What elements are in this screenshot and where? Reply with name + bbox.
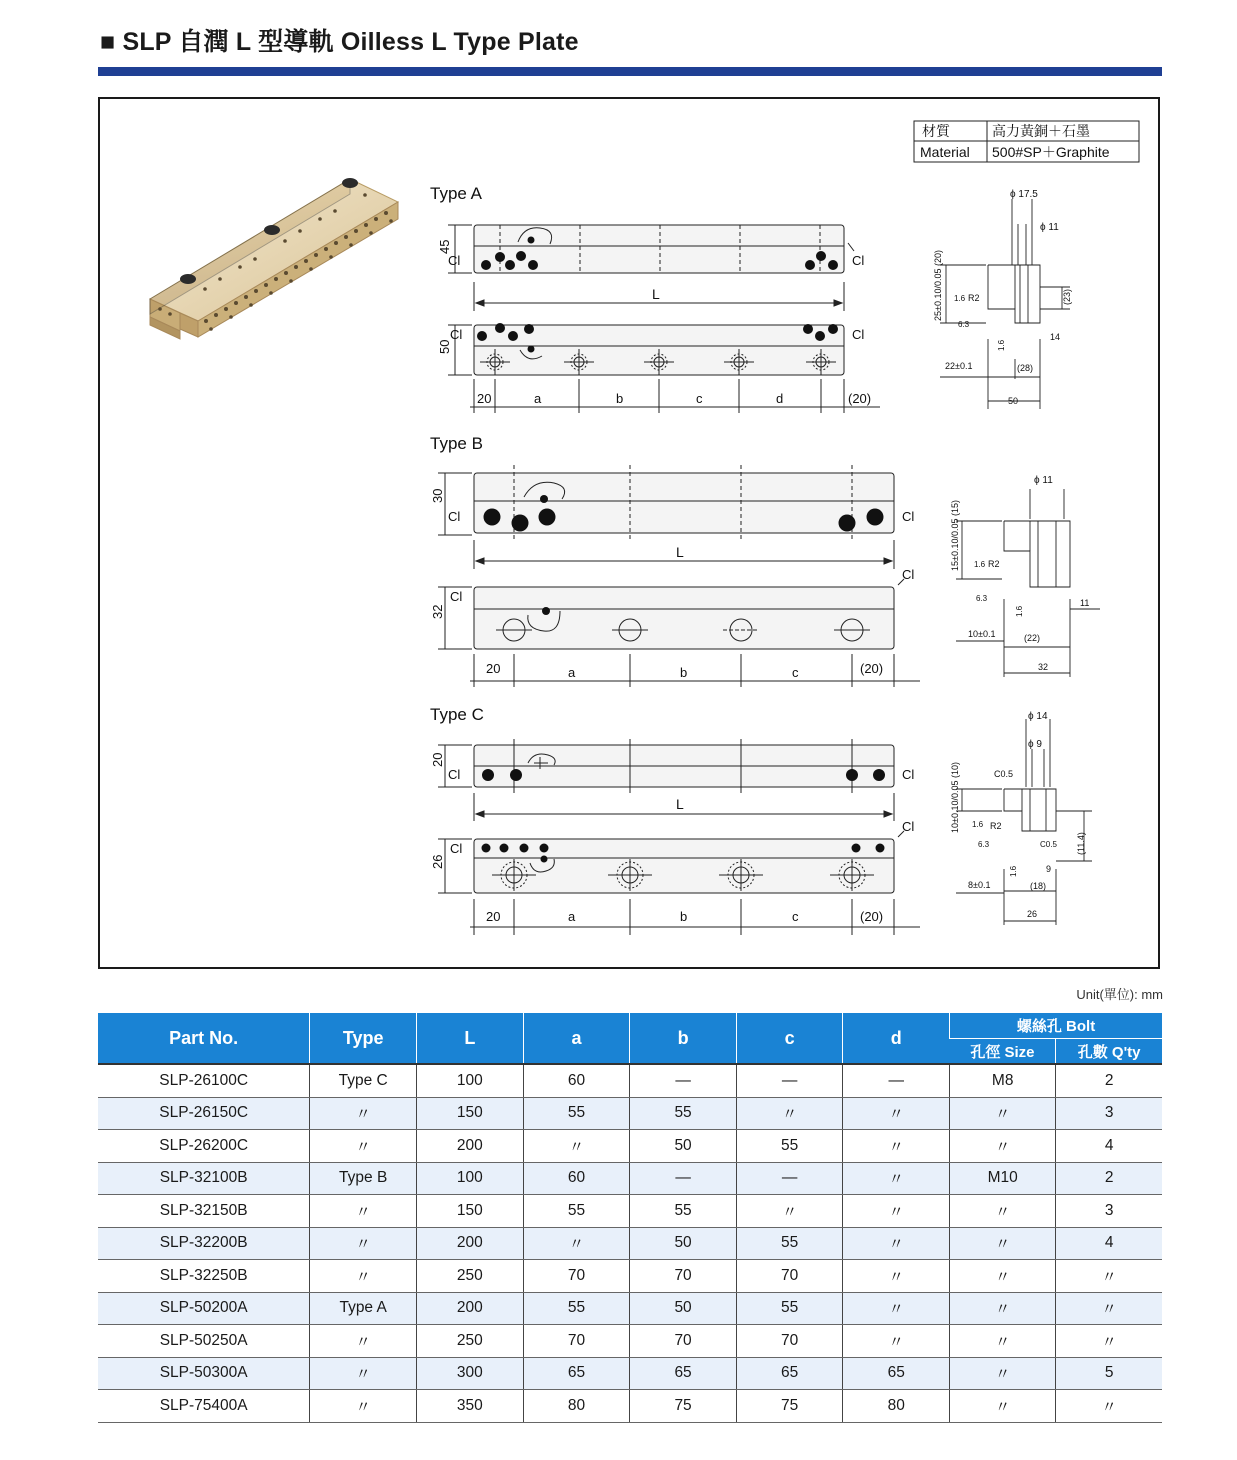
type-b-length: L (676, 544, 684, 560)
type-c-dim-3: c (792, 909, 799, 924)
col-a: a (523, 1013, 630, 1064)
type-c-sec-c05b: C0.5 (1040, 840, 1057, 849)
cell-bolt-qty: 〃 (1056, 1390, 1162, 1423)
type-a-sec-w23: (23) (1062, 288, 1072, 305)
type-a-sec-r63: 6.3 (958, 320, 970, 329)
type-a-cl-1: Cl (448, 253, 461, 268)
table-row (98, 1292, 1162, 1325)
type-a-dim-3: c (696, 391, 703, 406)
type-c-top-view (438, 831, 920, 935)
cell-b: 55 (630, 1097, 737, 1130)
cell-bolt-size: M10 (950, 1162, 1056, 1195)
cell-part-no: SLP-26200C (98, 1130, 310, 1163)
cell-part-no: SLP-50250A (98, 1325, 310, 1358)
type-a-top-height: 50 (437, 339, 452, 354)
cell-a: 〃 (523, 1227, 630, 1260)
table-row (98, 1097, 1162, 1130)
cell-c: 55 (736, 1292, 843, 1325)
type-a-top-view (448, 323, 880, 413)
cell-d: 〃 (843, 1227, 950, 1260)
type-b-top-view (438, 579, 920, 687)
type-a-cl-3: Cl (450, 327, 463, 342)
type-a-sec-w14: 14 (1050, 332, 1061, 342)
type-c-dim-4: (20) (860, 909, 884, 924)
cell-b: 65 (630, 1357, 737, 1390)
type-c-sec-r63: 6.3 (978, 840, 990, 849)
col-c: c (736, 1013, 843, 1064)
type-b-dim-1: a (568, 665, 576, 680)
type-a-label: Type A (430, 184, 482, 203)
type-b-side-view (438, 465, 894, 569)
type-b-label: Type B (430, 434, 483, 453)
cell-a: 70 (523, 1325, 630, 1358)
cell-c: — (736, 1064, 843, 1097)
type-b-sec-h: 15±0.10/0.05 (15) (950, 500, 960, 571)
type-c-cl-3: Cl (450, 841, 463, 856)
cell-a: 55 (523, 1097, 630, 1130)
cell-part-no: SLP-32150B (98, 1195, 310, 1228)
cell-bolt-qty: 4 (1056, 1130, 1162, 1163)
cell-l: 100 (417, 1162, 524, 1195)
cell-l: 200 (417, 1227, 524, 1260)
type-c-dim-0: 20 (486, 909, 501, 924)
cell-b: 50 (630, 1292, 737, 1325)
cell-b: — (630, 1162, 737, 1195)
type-c-label: Type C (430, 705, 484, 724)
type-a-sec-d1: ϕ 17.5 (1010, 189, 1038, 200)
cell-type: 〃 (310, 1325, 417, 1358)
cell-bolt-qty: 3 (1056, 1097, 1162, 1130)
cell-part-no: SLP-32100B (98, 1162, 310, 1195)
cell-c: 55 (736, 1130, 843, 1163)
cell-part-no: SLP-32200B (98, 1227, 310, 1260)
type-b-sec-w11: 11 (1080, 598, 1090, 608)
cell-bolt-qty: 〃 (1056, 1260, 1162, 1293)
col-bolt-size: 孔徑 Size (950, 1039, 1056, 1065)
type-c-dim-2: b (680, 909, 688, 924)
cell-c: 55 (736, 1227, 843, 1260)
table-row (98, 1357, 1162, 1390)
type-b-section-view (956, 489, 1100, 677)
product-photo (150, 178, 398, 339)
cell-a: 55 (523, 1195, 630, 1228)
type-a-side-height: 45 (437, 239, 452, 254)
type-b-sec-w10: 10±0.1 (968, 629, 996, 639)
cell-part-no: SLP-26100C (98, 1064, 310, 1097)
cell-type: Type B (310, 1162, 417, 1195)
type-a-dim-5: (20) (848, 391, 872, 406)
col-type: Type (310, 1013, 417, 1064)
cell-part-no: SLP-26150C (98, 1097, 310, 1130)
type-c-sec-h: 10±0.10/0.05 (10) (950, 762, 960, 833)
type-a-sec-w28: (28) (1017, 363, 1034, 373)
cell-bolt-size: 〃 (950, 1325, 1056, 1358)
cell-type: Type A (310, 1292, 417, 1325)
type-b-dim-2: b (680, 665, 688, 680)
type-a-sec-d2: ϕ 11 (1040, 222, 1059, 233)
type-b-sec-r63: 6.3 (976, 594, 988, 603)
cell-bolt-qty: 〃 (1056, 1325, 1162, 1358)
type-b-dim-0: 20 (486, 661, 501, 676)
cell-l: 200 (417, 1292, 524, 1325)
cell-bolt-size: 〃 (950, 1227, 1056, 1260)
type-b-sec-r2: R2 (988, 559, 1000, 569)
type-a-dim-1: a (534, 391, 542, 406)
cell-type: 〃 (310, 1227, 417, 1260)
type-a-sec-r2: R2 (968, 293, 980, 303)
cell-d: 〃 (843, 1325, 950, 1358)
cell-bolt-qty: 4 (1056, 1227, 1162, 1260)
type-c-sec-w8: 8±0.1 (968, 880, 991, 890)
col-part-no: Part No. (98, 1013, 310, 1064)
cell-part-no: SLP-50200A (98, 1292, 310, 1325)
cell-bolt-size: 〃 (950, 1260, 1056, 1293)
cell-type: 〃 (310, 1357, 417, 1390)
cell-l: 150 (417, 1097, 524, 1130)
cell-c: 75 (736, 1390, 843, 1423)
type-a-sec-r16: 1.6 (954, 294, 966, 303)
cell-a: 65 (523, 1357, 630, 1390)
table-row (98, 1260, 1162, 1293)
cell-d: 〃 (843, 1162, 950, 1195)
cell-d: 80 (843, 1390, 950, 1423)
cell-part-no: SLP-75400A (98, 1390, 310, 1423)
cell-d: 〃 (843, 1292, 950, 1325)
cell-bolt-size: 〃 (950, 1130, 1056, 1163)
material-label-en: Material (920, 144, 970, 160)
cell-bolt-size: M8 (950, 1064, 1056, 1097)
cell-a: 70 (523, 1260, 630, 1293)
type-c-cl-4: Cl (902, 819, 915, 834)
type-c-cl-1: Cl (448, 767, 461, 782)
type-b-sec-v16: 1.6 (1015, 605, 1024, 617)
cell-a: 〃 (523, 1130, 630, 1163)
cell-type: 〃 (310, 1195, 417, 1228)
cell-b: 50 (630, 1227, 737, 1260)
table-row (98, 1195, 1162, 1228)
type-b-cl-4: Cl (902, 567, 915, 582)
material-label-zh: 材質 (922, 123, 950, 139)
type-c-sec-w18: (18) (1030, 881, 1047, 891)
type-c-sec-d1: ϕ 14 (1028, 711, 1048, 722)
cell-b: 55 (630, 1195, 737, 1228)
type-b-sec-d1: ϕ 11 (1034, 475, 1053, 486)
cell-b: 50 (630, 1130, 737, 1163)
cell-a: 55 (523, 1292, 630, 1325)
cell-bolt-size: 〃 (950, 1390, 1056, 1423)
cell-bolt-size: 〃 (950, 1357, 1056, 1390)
cell-l: 200 (417, 1130, 524, 1163)
cell-l: 100 (417, 1064, 524, 1097)
cell-c: 65 (736, 1357, 843, 1390)
cell-bolt-qty: 3 (1056, 1195, 1162, 1228)
type-a-cl-2: Cl (852, 253, 865, 268)
page-title: ■ SLP 自潤 L 型導軌 Oilless L Type Plate (100, 28, 579, 56)
type-c-side-height: 20 (430, 752, 445, 767)
cell-bolt-qty: 〃 (1056, 1292, 1162, 1325)
cell-bolt-size: 〃 (950, 1195, 1056, 1228)
type-c-sec-d2: ϕ 9 (1028, 739, 1042, 750)
type-b-top-height: 32 (430, 604, 445, 619)
type-c-top-height: 26 (430, 854, 445, 869)
cell-c: 〃 (736, 1195, 843, 1228)
cell-type: 〃 (310, 1390, 417, 1423)
cell-type: Type C (310, 1064, 417, 1097)
table-row (98, 1390, 1162, 1423)
cell-type: 〃 (310, 1260, 417, 1293)
type-b-cl-1: Cl (448, 509, 461, 524)
cell-bolt-qty: 2 (1056, 1064, 1162, 1097)
unit-note: Unit(單位): mm (1076, 987, 1163, 1002)
col-d: d (843, 1013, 950, 1064)
type-c-sec-v16: 1.6 (1009, 865, 1018, 877)
cell-part-no: SLP-32250B (98, 1260, 310, 1293)
cell-type: 〃 (310, 1130, 417, 1163)
cell-l: 250 (417, 1325, 524, 1358)
type-b-sec-w32: 32 (1038, 662, 1049, 672)
table-row (98, 1130, 1162, 1163)
type-c-sec-r2: R2 (990, 821, 1002, 831)
cell-d: 〃 (843, 1260, 950, 1293)
col-bolt-qty: 孔數 Q'ty (1056, 1039, 1162, 1065)
type-a-dim-4: d (776, 391, 784, 406)
cell-part-no: SLP-50300A (98, 1357, 310, 1390)
cell-d: 〃 (843, 1195, 950, 1228)
cell-a: 60 (523, 1064, 630, 1097)
cell-l: 150 (417, 1195, 524, 1228)
cell-bolt-size: 〃 (950, 1097, 1056, 1130)
type-c-sec-w26: 26 (1027, 909, 1038, 919)
cell-b: 70 (630, 1260, 737, 1293)
type-a-sec-w50: 50 (1008, 396, 1019, 406)
type-c-sec-w114: (11.4) (1076, 832, 1086, 855)
col-l: L (417, 1013, 524, 1064)
type-a-length: L (652, 286, 660, 302)
material-value-zh: 高力黃銅＋石墨 (992, 123, 1090, 139)
cell-b: — (630, 1064, 737, 1097)
type-b-side-height: 30 (430, 488, 445, 503)
type-a-sec-w22: 22±0.1 (945, 361, 973, 371)
type-c-side-view (438, 739, 894, 821)
type-c-cl-2: Cl (902, 767, 915, 782)
type-c-dim-1: a (568, 909, 576, 924)
type-a-sec-h: 25±0.10/0.05 (20) (933, 250, 943, 321)
type-c-sec-r16: 1.6 (972, 820, 984, 829)
cell-d: 65 (843, 1357, 950, 1390)
cell-c: 70 (736, 1260, 843, 1293)
spec-table (98, 1013, 1162, 1423)
type-c-sec-w9: 9 (1046, 864, 1052, 874)
table-row (98, 1325, 1162, 1358)
cell-bolt-qty: 5 (1056, 1357, 1162, 1390)
cell-d: — (843, 1064, 950, 1097)
cell-c: 〃 (736, 1097, 843, 1130)
cell-type: 〃 (310, 1097, 417, 1130)
type-b-cl-3: Cl (450, 589, 463, 604)
table-body (98, 1064, 1162, 1422)
col-b: b (630, 1013, 737, 1064)
type-a-dim-2: b (616, 391, 624, 406)
cell-b: 75 (630, 1390, 737, 1423)
cell-l: 350 (417, 1390, 524, 1423)
title-underline-bar (98, 67, 1162, 76)
material-value-en: 500#SP＋Graphite (992, 144, 1110, 160)
type-a-sec-v16: 1.6 (997, 339, 1006, 351)
cell-a: 60 (523, 1162, 630, 1195)
type-b-cl-2: Cl (902, 509, 915, 524)
cell-d: 〃 (843, 1130, 950, 1163)
type-a-cl-4: Cl (852, 327, 865, 342)
type-c-sec-c05: C0.5 (994, 769, 1014, 779)
table-row (98, 1162, 1162, 1195)
cell-l: 300 (417, 1357, 524, 1390)
cell-c: — (736, 1162, 843, 1195)
table-row (98, 1227, 1162, 1260)
type-b-sec-w22: (22) (1024, 633, 1041, 643)
cell-l: 250 (417, 1260, 524, 1293)
cell-a: 80 (523, 1390, 630, 1423)
type-a-dim-0: 20 (477, 391, 492, 406)
table-row (98, 1064, 1162, 1097)
cell-bolt-qty: 2 (1056, 1162, 1162, 1195)
type-c-length: L (676, 796, 684, 812)
type-b-dim-3: c (792, 665, 799, 680)
drawing-frame (98, 97, 1160, 969)
cell-b: 70 (630, 1325, 737, 1358)
type-b-dim-4: (20) (860, 661, 884, 676)
cell-c: 70 (736, 1325, 843, 1358)
type-a-side-view (448, 225, 854, 311)
table-header-row (98, 1013, 1162, 1039)
cell-bolt-size: 〃 (950, 1292, 1056, 1325)
cell-d: 〃 (843, 1097, 950, 1130)
col-bolt: 螺絲孔 Bolt (950, 1013, 1162, 1039)
type-b-sec-r16: 1.6 (974, 560, 986, 569)
